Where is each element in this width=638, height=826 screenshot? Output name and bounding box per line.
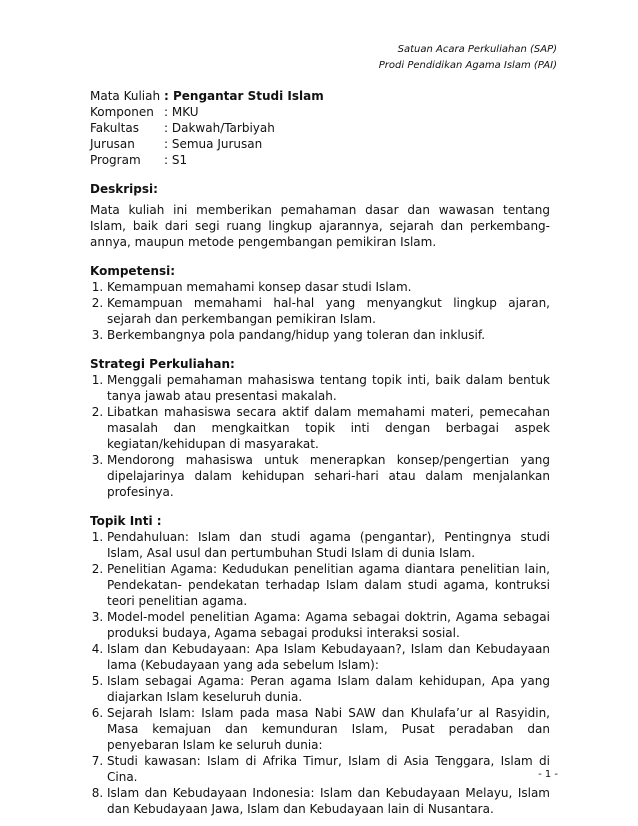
info-label: Mata Kuliah <box>90 89 161 103</box>
info-label: Fakultas <box>90 121 139 135</box>
list-item: 1. Kemampuan memahami konsep dasar studi Islam. <box>107 279 550 295</box>
info-row <box>90 104 324 120</box>
section-kompetensi <box>90 263 550 343</box>
section-heading: Strategi Perkuliahan: <box>90 357 235 371</box>
section-strategi <box>90 356 550 500</box>
info-row <box>90 120 324 136</box>
info-label: Komponen <box>90 105 154 119</box>
info-label: Jurusan <box>90 137 135 151</box>
info-value: : Dakwah/Tarbiyah <box>164 121 275 135</box>
list-item: 5. Islam sebagai Agama: Peran agama Islam dalam kehidupan, Apa yang diajarkan Islam keseluruh dunia. <box>107 673 550 705</box>
list-item: 3. Berkembangnya pola pandang/hidup yang toleran dan inklusif. <box>107 327 550 343</box>
strategy-list <box>90 372 550 500</box>
section-topik <box>90 513 550 817</box>
info-row <box>90 88 324 104</box>
description-paragraph: Mata kuliah ini memberikan pemahaman dasar dan wawasan tentang Islam, baik dari segi ruang lingkup ajarannya, sejarah dan perkembang-annya, maupun metode pengembangan pemikiran Islam. <box>90 203 550 249</box>
section-heading: Topik Inti : <box>90 514 162 528</box>
list-item: 1. Menggali pemahaman mahasiswa tentang topik inti, baik dalam bentuk tanya jawab atau presentasi makalah. <box>107 372 550 404</box>
header-title: Satuan Acara Perkuliahan (SAP) <box>397 44 557 55</box>
list-item: 3. Model-model penelitian Agama: Agama sebagai doktrin, Agama sebagai produksi budaya, Agama sebagai produksi interaksi sosial. <box>107 609 550 641</box>
list-item: 7. Studi kawasan: Islam di Afrika Timur, Islam di Asia Tenggara, Islam di Cina. <box>107 753 550 785</box>
topic-list <box>90 529 550 817</box>
list-item: 8. Islam dan Kebudayaan Indonesia: Islam dan Kebudayaan Melayu, Islam dan Kebudayaan Jawa, Islam dan Kebudayaan lain di Nusantara. <box>107 785 550 817</box>
list-item: 4. Islam dan Kebudayaan: Apa Islam Kebudayaan?, Islam dan Kebudayaan lama (Kebudayaan yang ada sebelum Islam): <box>107 641 550 673</box>
header-subtitle: Prodi Pendidikan Agama Islam (PAI) <box>378 60 557 71</box>
section-heading: Kompetensi: <box>90 264 176 278</box>
list-item: 3. Mendorong mahasiswa untuk menerapkan konsep/pengertian yang dipelajarinya dalam kehidupan sehari-hari atau dalam menjalankan profesinya. <box>107 452 550 500</box>
info-value: : Pengantar Studi Islam <box>164 89 324 103</box>
info-value: : S1 <box>164 153 188 167</box>
list-item: 2. Libatkan mahasiswa secara aktif dalam memahami materi, pemecahan masalah dan mengkaitkan topik inti dengan berbagai aspek kegiatan/kehidupan di masyarakat. <box>107 404 550 452</box>
competency-list <box>90 279 550 343</box>
info-value: : Semua Jurusan <box>164 137 263 151</box>
section-heading: Deskripsi: <box>90 182 158 196</box>
page-header <box>379 42 557 74</box>
list-item: 1. Pendahuluan: Islam dan studi agama (pengantar), Pentingnya studi Islam, Asal usul dan pertumbuhan Studi Islam di dunia Islam. <box>107 529 550 561</box>
info-row <box>90 152 324 168</box>
course-info-table <box>90 88 324 168</box>
list-item: 2. Kemampuan memahami hal-hal yang menyangkut lingkup ajaran, sejarah dan perkembangan pemikiran Islam. <box>107 295 550 327</box>
info-value: : MKU <box>164 105 199 119</box>
info-label: Program <box>90 153 141 167</box>
list-item: 6. Sejarah Islam: Islam pada masa Nabi SAW dan Khulafa’ur al Rasyidin, Masa kemajuan dan kemunduran Islam, Pusat peradaban dan penyebaran Islam ke seluruh dunia: <box>107 705 550 753</box>
section-deskripsi <box>90 181 550 250</box>
page-number: - 1 - <box>538 769 558 780</box>
document-body <box>90 88 550 817</box>
info-row <box>90 136 324 152</box>
list-item: 2. Penelitian Agama: Kedudukan penelitian agama diantara penelitian lain, Pendekatan- pendekatan terhadap Islam dalam studi agama, kontruksi teori penelitian agama. <box>107 561 550 609</box>
